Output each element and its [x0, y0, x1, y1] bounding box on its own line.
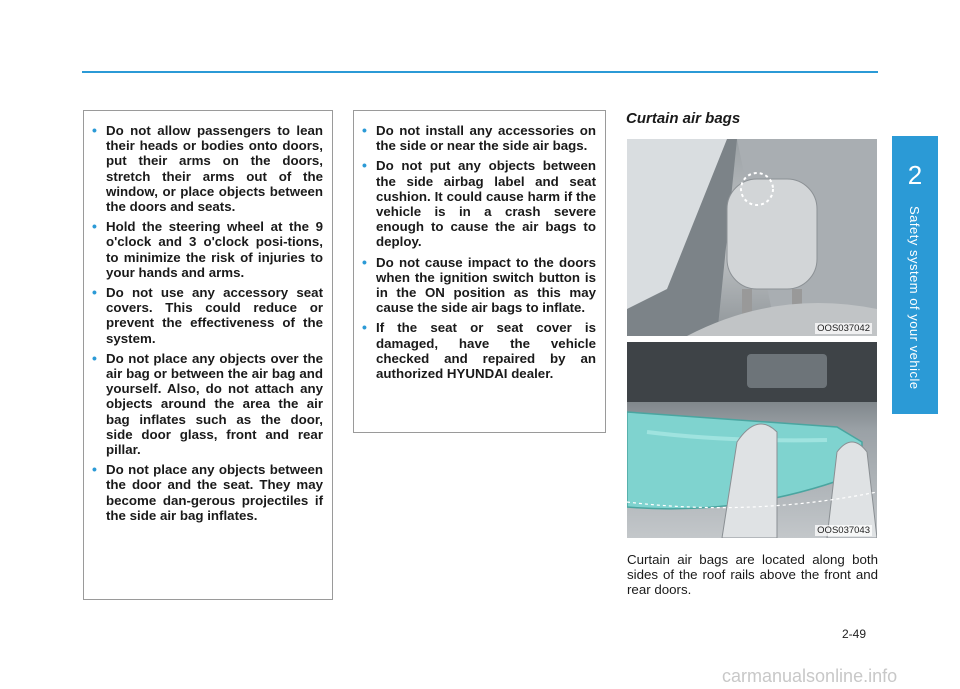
interior-illustration	[627, 139, 877, 336]
list-item: • Do not use any accessory seat covers. This could reduce or prevent the effectiveness of the system.	[92, 284, 323, 346]
bullet-icon: •	[92, 461, 97, 478]
warning-box-middle	[353, 110, 606, 433]
list-item: • Do not place any objects between the door and the seat. They may become dan-gerous projectiles if the side air bag inflates.	[92, 461, 323, 523]
curtain-airbag-location-photo	[627, 139, 877, 336]
page-number: 2-49	[842, 627, 867, 641]
figure-caption: OOS037042	[817, 323, 870, 334]
list-item: • Do not cause impact to the doors when the ignition switch button is in the ON position as this may cause the side air bags to inflate.	[362, 253, 596, 316]
chapter-tab	[892, 136, 938, 414]
bullet-icon: •	[362, 253, 367, 270]
chapter-number: 2	[907, 160, 923, 190]
list-item: • If the seat or seat cover is damaged, have the vehicle checked and repaired by an authorized HYUNDAI dealer.	[362, 319, 596, 382]
bullet-icon: •	[362, 122, 367, 138]
header-rule	[82, 71, 878, 73]
deployed-airbag-illustration	[627, 342, 877, 538]
chapter-title: Safety system of your vehicle	[907, 206, 922, 390]
section-title: Curtain air bags	[626, 110, 741, 127]
curtain-airbag-deployed-photo	[627, 342, 877, 538]
bullet-icon: •	[362, 319, 367, 336]
list-item: • Do not put any objects between the side airbag label and seat cushion. It could cause harm if the vehicle is in a crash severe enough to cause the air bags to deploy.	[362, 157, 596, 250]
list-item: • Do not allow passengers to lean their heads or bodies onto doors, put their arms on the doors, stretch their arms out of the window, or place objects between the doors and seats.	[92, 122, 323, 215]
bullet-icon: •	[92, 218, 97, 235]
figure-caption: OOS037043	[817, 525, 870, 536]
warning-box-left	[83, 110, 333, 600]
bullet-icon: •	[92, 284, 97, 301]
list-item: • Do not install any accessories on the side or near the side air bags.	[362, 122, 596, 154]
bullet-icon: •	[92, 349, 97, 366]
bullet-icon: •	[362, 157, 367, 174]
bullet-icon: •	[92, 122, 97, 138]
watermark: carmanualsonline.info	[722, 666, 898, 686]
list-item: • Do not place any objects over the air bag or between the air bag and yourself. Also, do not attach any objects around the area the air bag inflates such as the door, side door glass, front and rear pillar.	[92, 349, 323, 458]
curtain-airbag-description: Curtain air bags are located along both sides of the roof rails above the front and rear doors.	[627, 552, 878, 598]
list-item: • Hold the steering wheel at the 9 o'clock and 3 o'clock posi-tions, to minimize the risk of injuries to your hands and arms.	[92, 218, 323, 280]
